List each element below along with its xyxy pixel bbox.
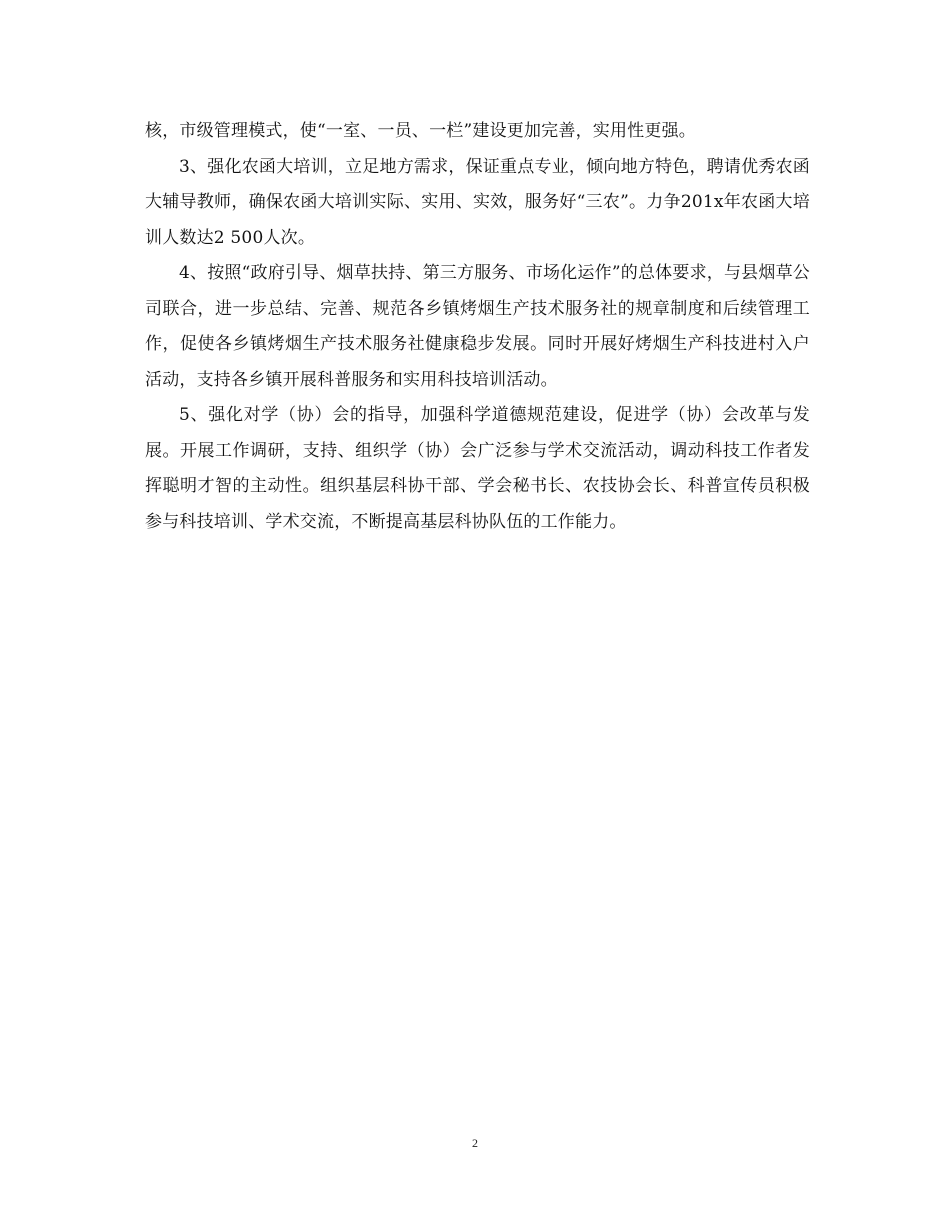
page-number: 2 (472, 1136, 478, 1150)
paragraph-continuation: 核，市级管理模式，使“一室、一员、一栏”建设更加完善，实用性更强。 (145, 121, 696, 141)
paragraph-item-4: 4、按照“政府引导、烟草扶持、第三方服务、市场化运作”的总体要求，与县烟草公司联合，进一步总结、完善、规范各乡镇烤烟生产技术服务社的规章制度和后续管理工作，促使各乡镇烤烟生产技术服务社健康稳步发展。同时开展好烤烟生产科技进村入户活动，支持各乡镇开展科普服务和实用科技培训活动。 (145, 263, 810, 390)
paragraph-item-3: 3、强化农函大培训，立足地方需求，保证重点专业，倾向地方特色，聘请优秀农函大辅导教师，确保农函大培训实际、实用、实效，服务好“三农”。力争201x年农函大培训人数达2 500人次。 (145, 156, 810, 248)
paragraph-item-5: 5、强化对学（协）会的指导，加强科学道德规范建设，促进学（协）会改革与发展。开展工作调研，支持、组织学（协）会广泛参与学术交流活动，调动科技工作者发挥聪明才智的主动性。组织基层科协干部、学会秘书长、农技协会长、科普宣传员积极参与科技培训、学术交流，不断提高基层科协队伍的工作能力。 (145, 405, 810, 532)
body-text (145, 114, 810, 540)
